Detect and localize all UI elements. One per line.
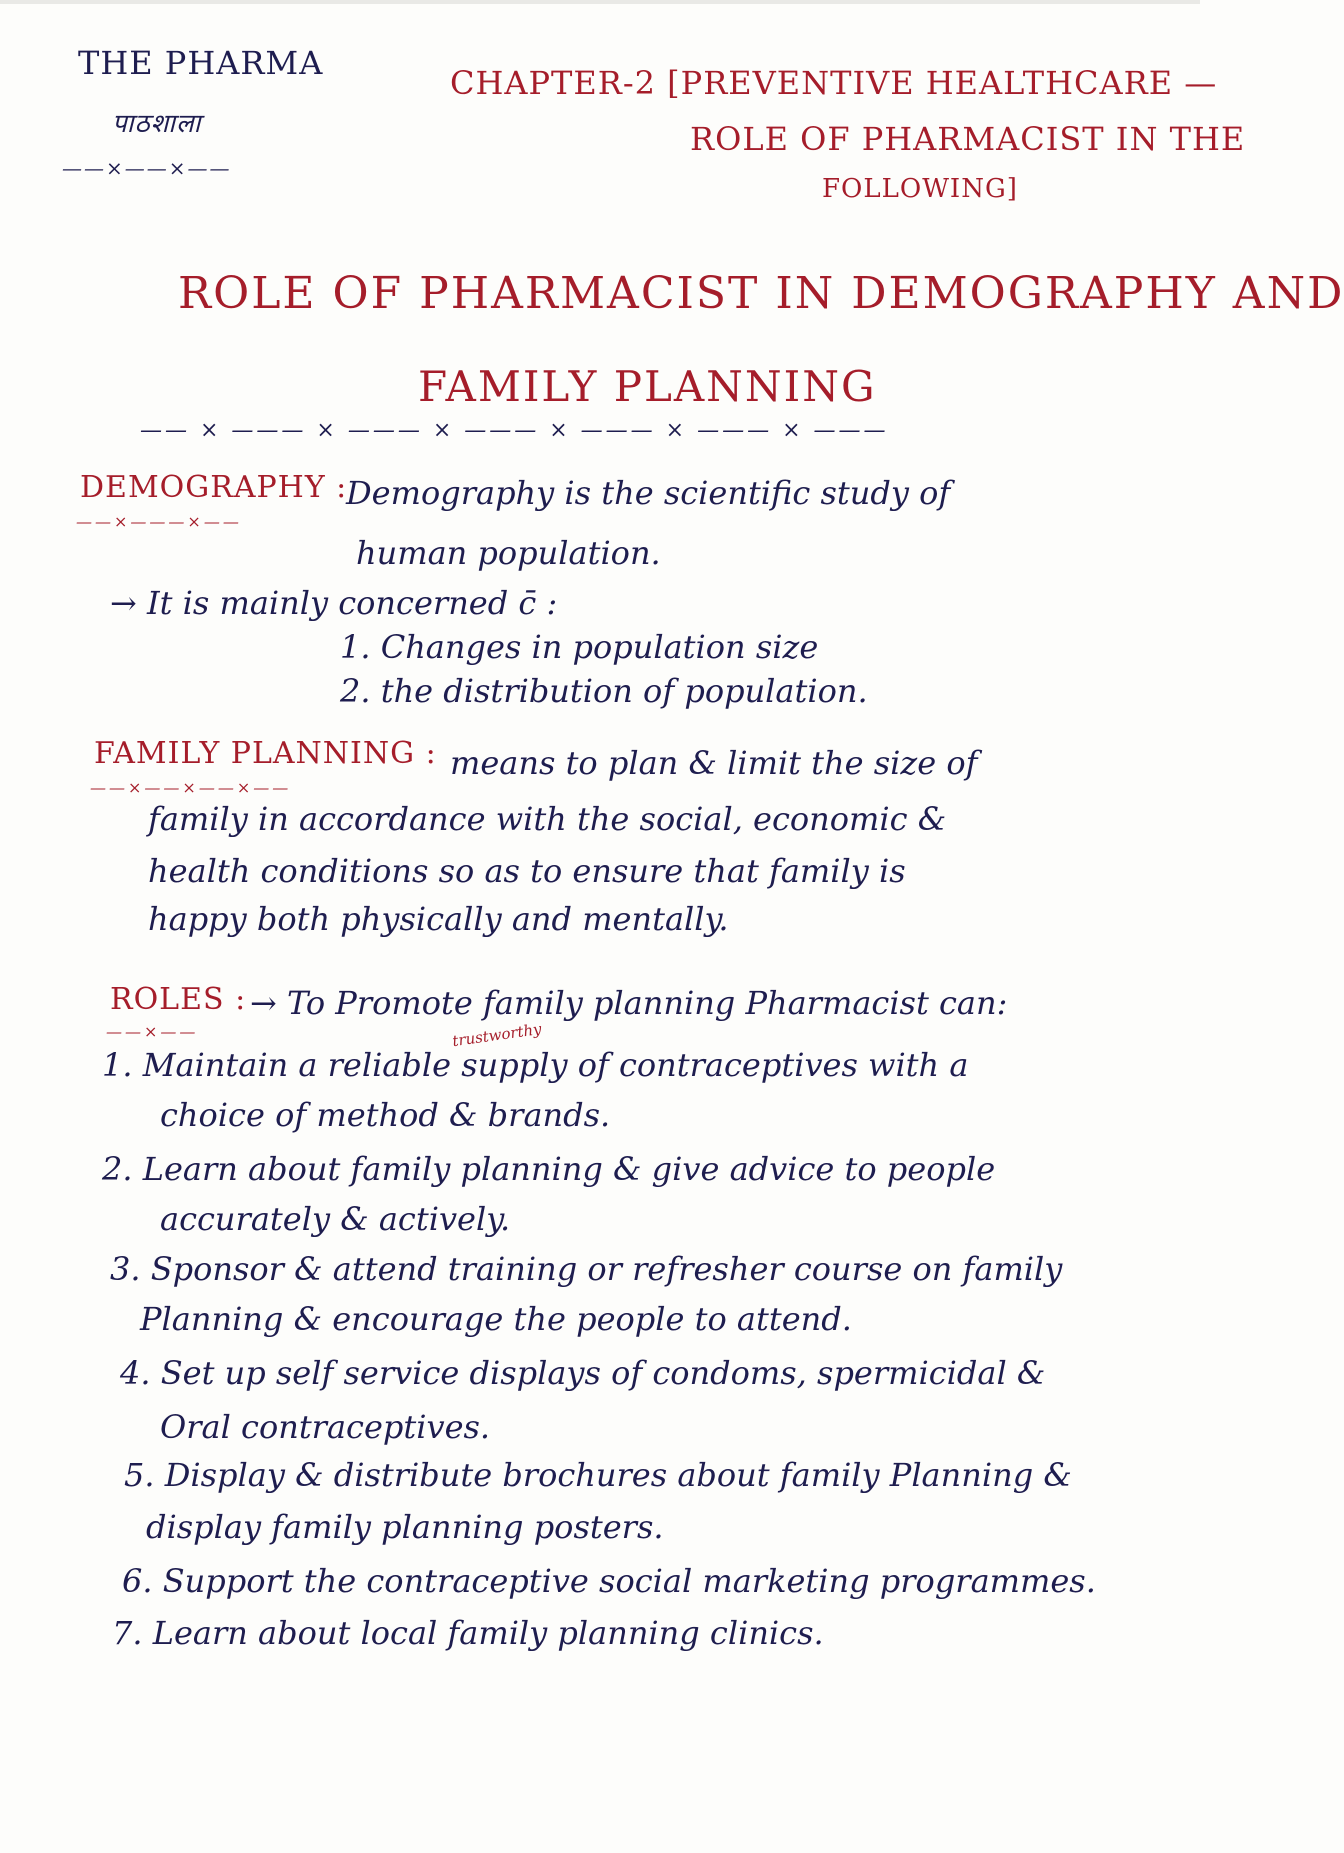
demography-point: 1. Changes in population size bbox=[340, 628, 819, 666]
chapter-heading-line2: ROLE OF PHARMACIST IN THE bbox=[690, 120, 1246, 158]
demography-label: DEMOGRAPHY : bbox=[80, 470, 348, 505]
family-planning-line: means to plan & limit the size of bbox=[450, 744, 978, 782]
family-planning-line: happy both physically and mentally. bbox=[148, 900, 729, 938]
role-item-line: 5. Display & distribute brochures about family Planning & bbox=[124, 1456, 1072, 1494]
role-item-line: choice of method & brands. bbox=[160, 1096, 611, 1134]
family-planning-line: health conditions so as to ensure that family is bbox=[148, 852, 906, 890]
title-divider: —— × ——— × ——— × ——— × ——— × ——— × ——— bbox=[140, 418, 889, 443]
page-title-line1: ROLE OF PHARMACIST IN DEMOGRAPHY AND bbox=[178, 268, 1344, 319]
role-item-line: 2. Learn about family planning & give advice to people bbox=[102, 1150, 996, 1188]
demography-concern: → It is mainly concerned c̄ : bbox=[110, 584, 558, 622]
family-planning-line: family in accordance with the social, economic & bbox=[148, 800, 947, 838]
role-item-line: 6. Support the contraceptive social marketing programmes. bbox=[122, 1562, 1096, 1600]
role-item-line: Oral contraceptives. bbox=[160, 1408, 491, 1446]
family-planning-label: FAMILY PLANNING : bbox=[94, 736, 437, 771]
chapter-heading-line3: FOLLOWING] bbox=[822, 174, 1018, 204]
family-planning-label-rule: ——×——×——×—— bbox=[90, 778, 292, 797]
role-item-line: 4. Set up self service displays of condoms, spermicidal & bbox=[120, 1354, 1046, 1392]
demography-point: 2. the distribution of population. bbox=[340, 672, 868, 710]
roles-annotation: trustworthy bbox=[451, 1019, 543, 1051]
demography-definition-line2: human population. bbox=[356, 534, 661, 572]
demography-definition-line1: Demography is the scientific study of bbox=[346, 474, 951, 512]
brand-divider: ——×——×—— bbox=[62, 156, 232, 180]
brand-subtitle: पाठशाला bbox=[112, 109, 202, 139]
role-item-line: display family planning posters. bbox=[146, 1508, 664, 1546]
role-item-line: accurately & actively. bbox=[160, 1200, 511, 1238]
page-title-line2: FAMILY PLANNING bbox=[418, 362, 877, 411]
role-item-line: Planning & encourage the people to attend. bbox=[140, 1300, 852, 1338]
page-edge bbox=[0, 0, 1200, 4]
roles-intro: → To Promote family planning Pharmacist can: bbox=[250, 984, 1008, 1022]
roles-label-rule: ——×—— bbox=[106, 1022, 199, 1041]
chapter-heading-line1: CHAPTER-2 [PREVENTIVE HEALTHCARE — bbox=[450, 64, 1218, 102]
roles-label: ROLES : bbox=[110, 982, 247, 1017]
role-item-line: 7. Learn about local family planning clinics. bbox=[112, 1614, 824, 1652]
demography-label-rule: ——×———×—— bbox=[76, 512, 242, 531]
brand-title: THE PHARMA bbox=[78, 44, 324, 82]
role-item-line: 1. Maintain a reliable supply of contraceptives with a bbox=[102, 1046, 969, 1084]
role-item-line: 3. Sponsor & attend training or refresher course on family bbox=[110, 1250, 1063, 1288]
